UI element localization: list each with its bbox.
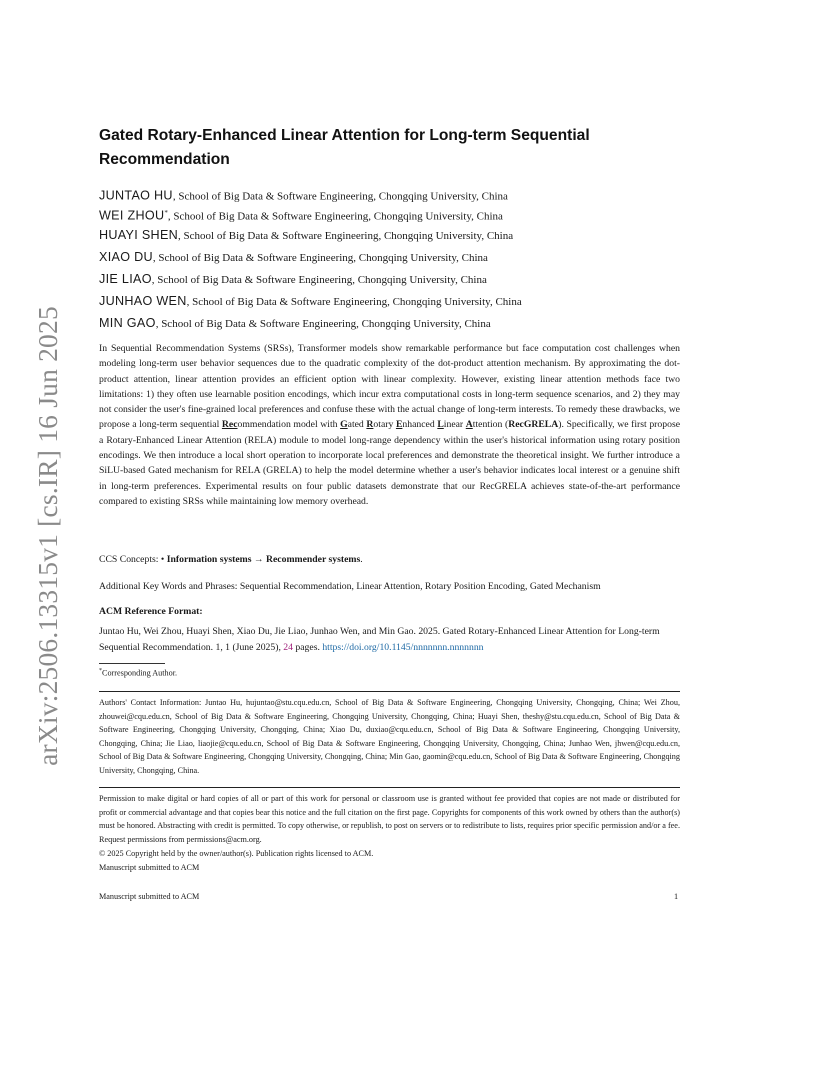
ccs-prefix: CCS Concepts: • [99, 554, 167, 565]
ccs-concept: Information systems → Recommender systems [166, 554, 361, 565]
footnote [99, 668, 177, 678]
paper-title: Gated Rotary-Enhanced Linear Attention for Long-term Sequential Recommendation [99, 127, 590, 168]
abstract-text: In Sequential Recommendation Systems (SRSs), Transformer models show remarkable performance but face computation cost challenges when modeling long-term user behavior sequences due to the quadratic complexity of the dot-product attention mechanism. By approximating the dot-product attention, linear attention provides an efficient option with linear complexity. However, existing linear attention methods face two limitations: 1) they often use learnable position encodings, which incur extra computational costs in long-term sequence scenarios, and 2) they may not consider the user's fine-grained local preferences and confuse these with the actual change of long-term interests. To remedy these drawbacks, we propose a long-term sequential [99, 343, 680, 431]
author-affiliation: , School of Big Data & Software Engineering, Chongqing University, China [172, 190, 508, 203]
running-footer: Manuscript submitted to ACM [99, 892, 200, 901]
author-list [99, 180, 699, 334]
acronym-letter: L [437, 419, 444, 431]
author-entry [99, 180, 699, 202]
copyright-line: © 2025 Copyright held by the owner/author(s). Publication rights licensed to ACM. [99, 849, 374, 858]
manuscript-note: Manuscript submitted to ACM [99, 863, 200, 872]
author-entry [99, 246, 699, 268]
abstract-text: ttention ( [472, 419, 509, 431]
acm-reference-text: Juntao Hu, Wei Zhou, Huayi Shen, Xiao Du, Jie Liao, Junhao Wen, and Min Gao. 2025. Gated Rotary-Enhanced Linear Attention for Long-term Sequential Recommendation. 1, 1 (June 2025), [99, 626, 660, 653]
author-entry [99, 290, 699, 312]
author-name: JUNTAO HU [99, 188, 173, 203]
author-name: WEI ZHOU [99, 208, 165, 223]
author-entry [99, 202, 699, 224]
acm-reference-text: pages. [292, 642, 323, 653]
permission-notice: Permission to make digital or hard copies of all or part of this work for personal or classroom use is granted without fee provided that copies are not made or distributed for profit or commercial advantage and that copies bear this notice and the full citation on the first page. Copyrights for components of this work owned by others than the author(s) must be honored. Abstracting with credit is permitted. To copy otherwise, or republish, to post on servers or to redistribute to lists, requires prior specific permission and/or a fee. Request permissions from permissions@acm.org. [99, 794, 680, 844]
abstract [99, 341, 680, 509]
acronym-letter: A [465, 419, 473, 431]
author-name: HUAYI SHEN [99, 228, 179, 242]
page-number: 1 [674, 892, 679, 901]
contact-information: Authors' Contact Information: Juntao Hu, hujuntao@stu.cqu.edu.cn, School of Big Data & Software Engineering, Chongqing University, Chongqing, China; Wei Zhou, zhouwei@cqu.edu.cn, School of Big Data & Software Engineering, Chongqing University, Chongqing, China; Huayi Shen, theshy@stu.cqu.edu.cn, School of Big Data & Software Engineering, Chongqing University, Chongqing, China; Xiao Du, duxiao@cqu.edu.cn, School of Big Data & Software Engineering, Chongqing University, Chongqing, China; Jie Liao, liaojie@cqu.edu.cn, School of Big Data & Software Engineering, Chongqing University, Chongqing, China; Junhao Wen, jhwen@cqu.edu.cn, School of Big Data & Software Engineering, Chongqing University, Chongqing, China; Min Gao, gaomin@cqu.edu.cn, School of Big Data & Software Engineering, Chongqing University, Chongqing, China. [99, 698, 680, 775]
abstract-text: otary [373, 419, 396, 431]
author-entry [99, 312, 699, 334]
author-entry [99, 268, 699, 290]
acronym-letter: Rec [221, 419, 238, 431]
author-name: JIE LIAO [99, 272, 152, 286]
author-affiliation: , School of Big Data & Software Engineering, Chongqing University, China [155, 318, 491, 330]
acm-reference [99, 624, 680, 656]
author-name: XIAO DU [99, 250, 153, 264]
arxiv-identifier: arXiv:2506.13315v1 [cs.IR] 16 Jun 2025 [32, 306, 63, 766]
author-affiliation: , School of Big Data & Software Engineering, Chongqing University, China [178, 230, 514, 242]
author-affiliation: , School of Big Data & Software Engineering, Chongqing University, China [152, 252, 488, 264]
page-count-link[interactable]: 24 [283, 642, 293, 653]
ccs-concepts [99, 553, 363, 567]
divider [99, 787, 680, 788]
acronym-letter: G [340, 419, 348, 431]
author-affiliation: , School of Big Data & Software Engineering, Chongqing University, China [151, 274, 487, 286]
footnote-mark: * [99, 668, 102, 674]
corresponding-author-mark: * [164, 209, 168, 217]
abstract-text: ated [347, 419, 367, 431]
author-affiliation: , School of Big Data & Software Engineering, Chongqing University, China [167, 210, 503, 223]
keywords: Additional Key Words and Phrases: Sequential Recommendation, Linear Attention, Rotary Position Encoding, Gated Mechanism [99, 581, 601, 592]
author-affiliation: , School of Big Data & Software Engineering, Chongqing University, China [186, 296, 522, 308]
divider [99, 691, 680, 692]
footnote-text: Corresponding Author. [102, 668, 178, 678]
author-entry [99, 224, 699, 246]
author-name: MIN GAO [99, 316, 156, 330]
abstract-text: ommendation model with [237, 419, 341, 431]
author-name: JUNHAO WEN [99, 294, 187, 308]
abstract-text: ). Specifically, we first propose a Rotary-Enhanced Linear Attention (RELA) module to model long-range dependency within the user's historical information using rotary position encodings. We then introduce a local short operation to incorporate local preferences and demonstrate the theoretical insight. We further introduce a SiLU-based Gated mechanism for RELA (GRELA) to help the model determine whether a user's behavior indicates local interest or a genuine shift in long-term preferences. Experimental results on four public datasets demonstrate that our RecGRELA achieves state-of-the-art performance compared to existing SRSs while maintaining low memory overhead. [99, 419, 681, 507]
ccs-suffix: . [360, 554, 363, 565]
acronym-letter: E [395, 419, 403, 431]
acronym-letter: R [366, 419, 374, 431]
abstract-text: inear [443, 419, 466, 431]
acm-reference-heading: ACM Reference Format: [99, 606, 203, 617]
abstract-text: nhanced [402, 419, 438, 431]
doi-link[interactable]: https://doi.org/10.1145/nnnnnnn.nnnnnnn [322, 642, 484, 653]
model-name: RecGRELA [508, 419, 559, 431]
footnote-divider [99, 663, 165, 664]
